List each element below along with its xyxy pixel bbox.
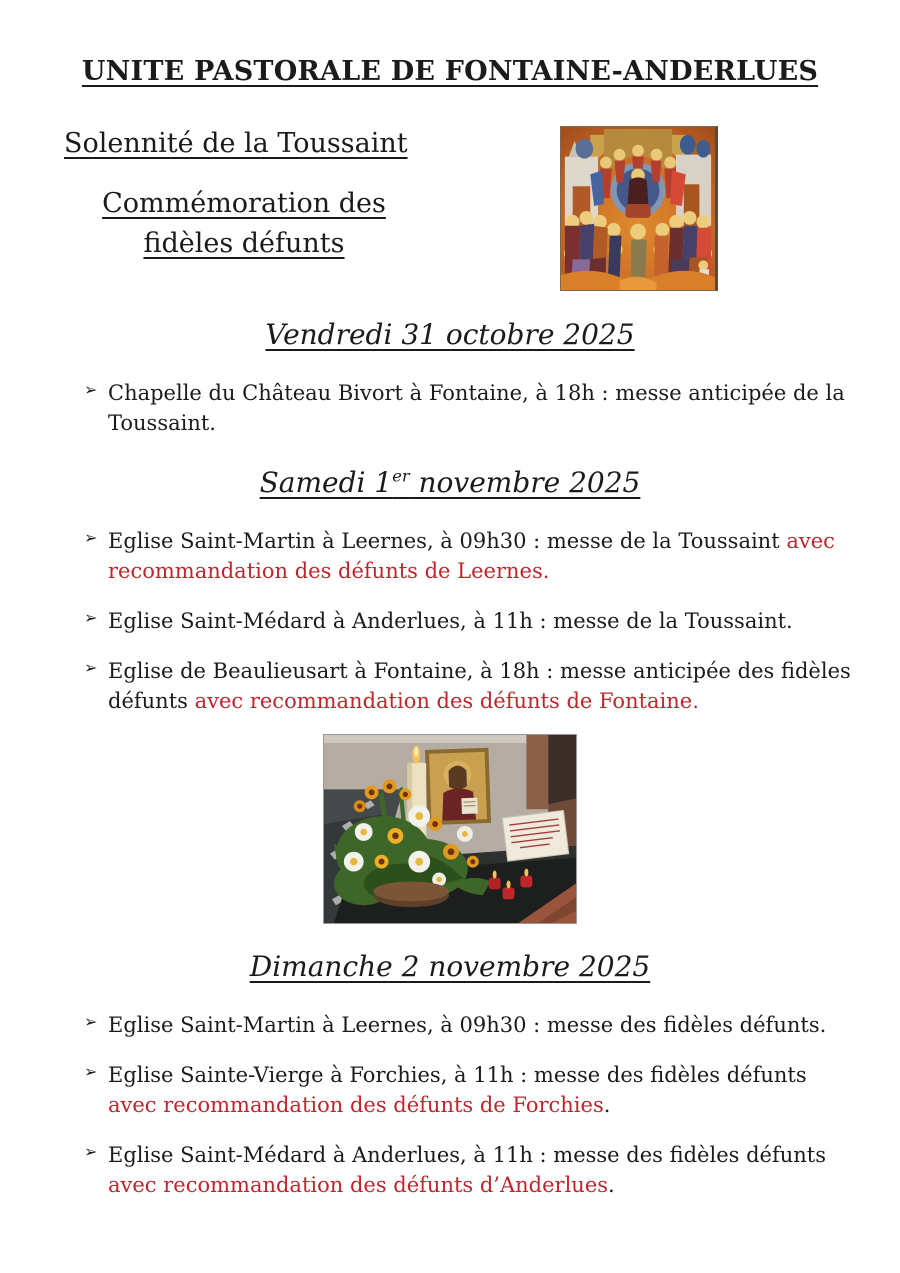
event-item [0,606,900,636]
event-text-line [108,378,860,408]
event-text-line [108,1090,860,1120]
date-text: Samedi 1 [259,466,393,500]
section-vendredi [0,316,900,438]
date-heading-vendredi [0,316,900,354]
event-text-line [108,1010,860,1040]
event-list-dimanche [0,1010,900,1200]
highlighted-text: avec recommandation des défunts de Forchies [108,1093,604,1118]
altar-flowers-photo [323,734,577,924]
date-text: Vendredi 31 octobre 2025 [265,318,635,351]
plain-text: Eglise Saint-Martin à Leernes, à 09h30 : messe des fidèles défunts. [108,1013,827,1038]
schedule-sections [0,312,900,1220]
arrow-bullet-icon: ➢ [84,608,98,628]
plain-text: Eglise de Beaulieusart à Fontaine, à 18h : messe anticipée des fidèles [108,659,851,684]
event-item [0,1140,900,1200]
event-item [0,656,900,716]
altar-photo [324,735,576,923]
page-title: UNITE PASTORALE DE FONTAINE-ANDERLUES [81,56,819,87]
highlighted-text: avec [786,529,835,554]
event-text [108,526,860,586]
plain-text: Eglise Saint-Médard à Anderlues, à 11h : messe de la Toussaint. [108,609,793,634]
event-text [108,1140,860,1200]
event-subtitle-line-1: Commémoration des [102,188,386,219]
highlighted-text: avec recommandation des défunts d’Anderlues [108,1173,609,1198]
plain-text: Eglise Saint-Médard à Anderlues, à 11h : messe des fidèles défunts [108,1143,826,1168]
section-dimanche [0,948,900,1200]
date-heading-text [265,318,634,351]
section-samedi [0,458,900,716]
plain-text: défunts [108,689,195,714]
arrow-bullet-icon: ➢ [84,658,98,678]
highlighted-text: recommandation des défunts de Leernes. [108,559,550,584]
plain-text: Toussaint. [108,411,216,435]
arrow-bullet-icon: ➢ [84,528,98,548]
all-saints-icon-image [560,126,718,291]
event-text-line [108,408,860,438]
plain-text: Chapelle du Château Bivort à Fontaine, à 18h : messe anticipée de la [108,381,845,405]
event-item [0,1010,900,1040]
event-text-line [108,1060,860,1090]
event-text [108,656,860,716]
event-text [108,378,860,438]
arrow-bullet-icon: ➢ [84,380,98,399]
event-item [0,526,900,586]
event-list-samedi [0,526,900,716]
sections-after-photo [0,948,900,1200]
highlighted-text: avec recommandation des défunts de Fontaine. [194,689,699,714]
sections-before-photo [0,316,900,716]
date-heading-samedi [0,458,900,502]
date-ordinal-suffix: er [392,467,410,486]
event-title: Solennité de la Toussaint [64,128,408,159]
arrow-bullet-icon: ➢ [84,1012,98,1032]
event-text-line [108,656,860,686]
plain-text: . [603,1093,611,1118]
event-text-line [108,606,860,636]
event-text-line [108,1140,860,1170]
arrow-bullet-icon: ➢ [84,1062,98,1082]
date-heading-dimanche [0,948,900,986]
plain-text: . [608,1173,615,1198]
event-text-line [108,556,860,586]
event-text-line [108,686,860,716]
date-text: Dimanche 2 novembre 2025 [249,950,651,984]
event-text [108,606,860,636]
event-text-line [108,526,860,556]
date-heading-text [260,466,641,499]
all-saints-icon [561,127,715,290]
event-text [108,1010,860,1040]
event-item [0,378,900,438]
plain-text: Eglise Sainte-Vierge à Forchies, à 11h : messe des fidèles défunts [108,1063,807,1088]
arrow-bullet-icon: ➢ [84,1142,98,1162]
plain-text: Eglise Saint-Martin à Leernes, à 09h30 : messe de la Toussaint [108,529,787,554]
event-subtitle [64,184,424,264]
date-heading-text [250,950,650,983]
event-text [108,1060,860,1120]
date-text: novembre 2025 [409,466,641,500]
event-list-vendredi [0,378,900,438]
event-text-line [108,1170,860,1200]
event-item [0,1060,900,1120]
event-subtitle-line-2: fidèles défunts [143,228,345,259]
event-heading-block [64,128,424,264]
